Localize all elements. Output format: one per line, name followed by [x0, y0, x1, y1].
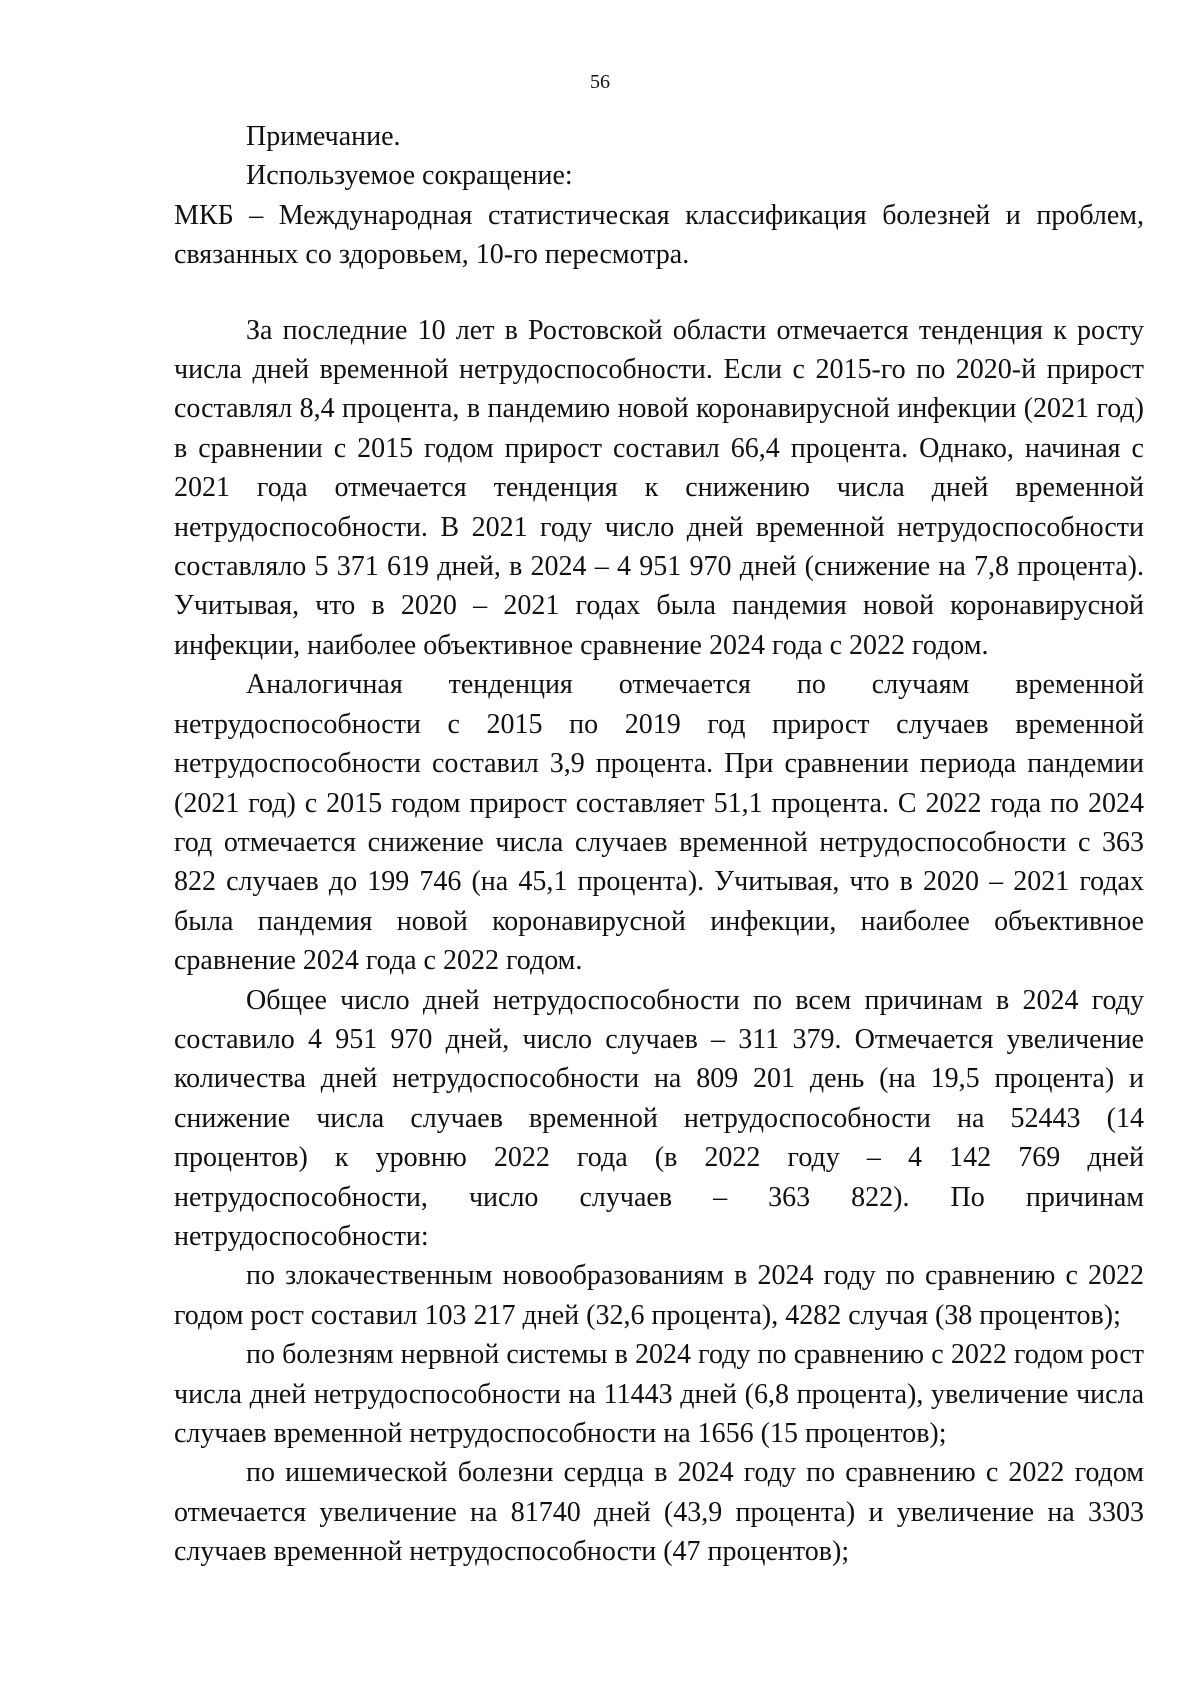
document-body	[174, 117, 1144, 1572]
list-item-ischemic-heart-disease: по ишемической болезни сердца в 2024 году по сравнению с 2022 годом отмечается увеличение на 81740 дней (43,9 процента) и увеличение на 3303 случаев временной нетрудоспособности (47 процентов);	[174, 1457, 1144, 1568]
abbreviation-definition: МКБ – Международная статистическая классификация болезней и проблем, связанных со здоровьем, 10-го пересмотра.	[174, 199, 1144, 271]
page-number: 56	[590, 71, 610, 93]
list-item-neoplasms: по злокачественным новообразованиям в 2024 году по сравнению с 2022 годом рост составил 103 217 дней (32,6 процента), 4282 случая (38 процентов);	[174, 1260, 1144, 1331]
paragraph-total-2024: Общее число дней нетрудоспособности по всем причинам в 2024 году составило 4 951 970 дней, число случаев – 311 379. Отмечается увеличение количества дней нетрудоспособности на 809 201 день (на 19,5 процента) и снижение числа случаев временной нетрудоспособности на 52443 (14 процентов) к уровню 2022 года (в 2022 году – 4 142 769 дней нетрудоспособности, число случаев – 363 822). По причинам нетрудоспособности:	[174, 984, 1144, 1252]
paragraph-trend-days: За последние 10 лет в Ростовской области отмечается тенденция к росту числа дней временной нетрудоспособности. Если с 2015-го по 2020-й прирост составлял 8,4 процента, в пандемию новой коронавирусной инфекции (2021 год) в сравнении с 2015 годом прирост составил 66,4 процента. Однако, начиная с 2021 года отмечается тенденция к снижению числа дней временной нетрудоспособности. В 2021 году число дней временной нетрудоспособности составляло 5 371 619 дней, в 2024 – 4 951 970 дней (снижение на 7,8 процента). Учитывая, что в 2020 – 2021 годах была пандемия новой коронавирусной инфекции, наиболее объективное сравнение 2024 года с 2022 годом.	[174, 314, 1144, 661]
paragraph-trend-cases: Аналогичная тенденция отмечается по случаям временной нетрудоспособности с 2015 по 2019 год прирост случаев временной нетрудоспособности составил 3,9 процента. При сравнении периода пандемии (2021 год) с 2015 годом прирост составляет 51,1 процента. С 2022 года по 2024 год отмечается снижение числа случаев временной нетрудоспособности с 363 822 случаев до 199 746 (на 45,1 процента). Учитывая, что в 2020 – 2021 годах была пандемия новой коронавирусной инфекции, наиболее объективное сравнение 2024 года с 2022 годом.	[174, 669, 1144, 977]
note-title: Примечание.	[246, 121, 401, 152]
note-subtitle: Используемое сокращение:	[246, 160, 573, 192]
section-gap	[174, 275, 1144, 311]
list-item-nervous-system: по болезням нервной системы в 2024 году по сравнению с 2022 годом рост числа дней нетрудоспособности на 11443 дней (6,8 процента), увеличение числа случаев временной нетрудоспособности на 1656 (15 процентов);	[174, 1339, 1144, 1449]
